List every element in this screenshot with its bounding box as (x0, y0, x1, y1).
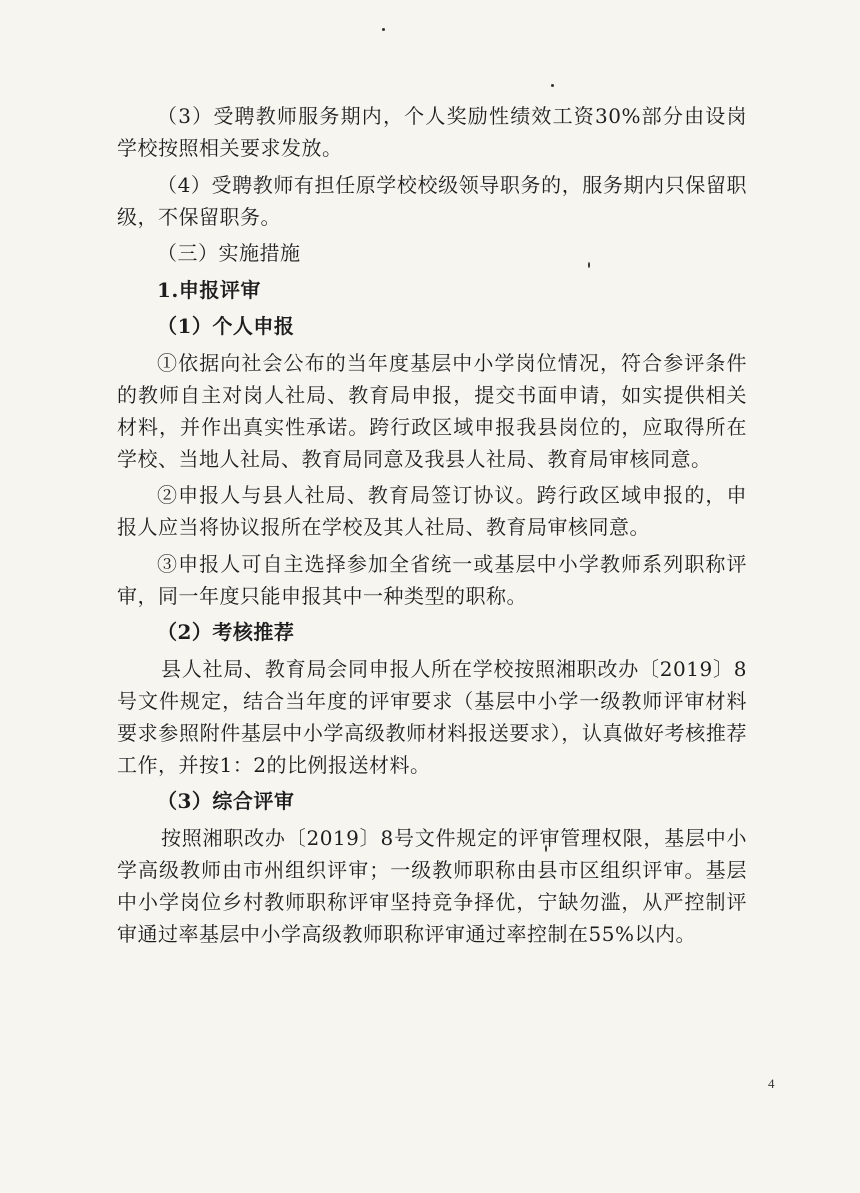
paragraph-4: （4）受聘教师有担任原学校校级领导职务的，服务期内只保留职级，不保留职务。 (117, 172, 747, 229)
paragraph-3: （3）受聘教师服务期内，个人奖励性绩效工资30%部分由设岗学校按照相关要求发放。 (117, 104, 747, 160)
paragraph-assessment: 县人社局、教育局会同申报人所在学校按照湘职改办〔2019〕8号文件规定，结合当年度的评审要求（基层中小学一级教师评审材料要求参照附件基层中小学高级教师材料报送要求），认真做好考核推荐工作，并按1：2的比例报送材料。 (117, 656, 747, 777)
paragraph-item-3: ③申报人可自主选择参加全省统一或基层中小学教师系列职称评审，同一年度只能申报其中一种类型的职称。 (117, 551, 747, 608)
paragraph-review: 按照湘职改办〔2019〕8号文件规定的评审管理权限，基层中小学高级教师由市州组织评审；一级教师职称由县市区组织评审。基层中小学岗位乡村教师职称评审坚持竞争择优，宁缺勿滥，从严控制评审通过率基层中小学高级教师职称评审通过率控制在55%以内。 (117, 825, 747, 946)
page-number: 4 (768, 1076, 775, 1091)
paragraph-item-1: ①依据向社会公布的当年度基层中小学岗位情况，符合参评条件的教师自主对岗人社局、教育局申报，提交书面申请，如实提供相关材料，并作出真实性承诺。跨行政区域申报我县岗位的，应取得所在学校、当地人社局、教育局同意及我县人社局、教育局审核同意。 (117, 350, 747, 471)
scan-speck (382, 28, 385, 31)
section-heading-implementation: （三）实施措施 (157, 241, 301, 265)
scan-speck (551, 84, 554, 87)
heading-comprehensive-review: （3）综合评审 (157, 789, 295, 813)
heading-application-review: 1.申报评审 (157, 277, 261, 302)
heading-assessment-recommendation: （2）考核推荐 (157, 620, 295, 644)
heading-individual-application: （1）个人申报 (157, 314, 295, 338)
document-body (117, 100, 747, 954)
paragraph-item-2: ②申报人与县人社局、教育局签订协议。跨行政区域申报的，申报人应当将协议报所在学校及其人社局、教育局审核同意。 (117, 483, 747, 539)
